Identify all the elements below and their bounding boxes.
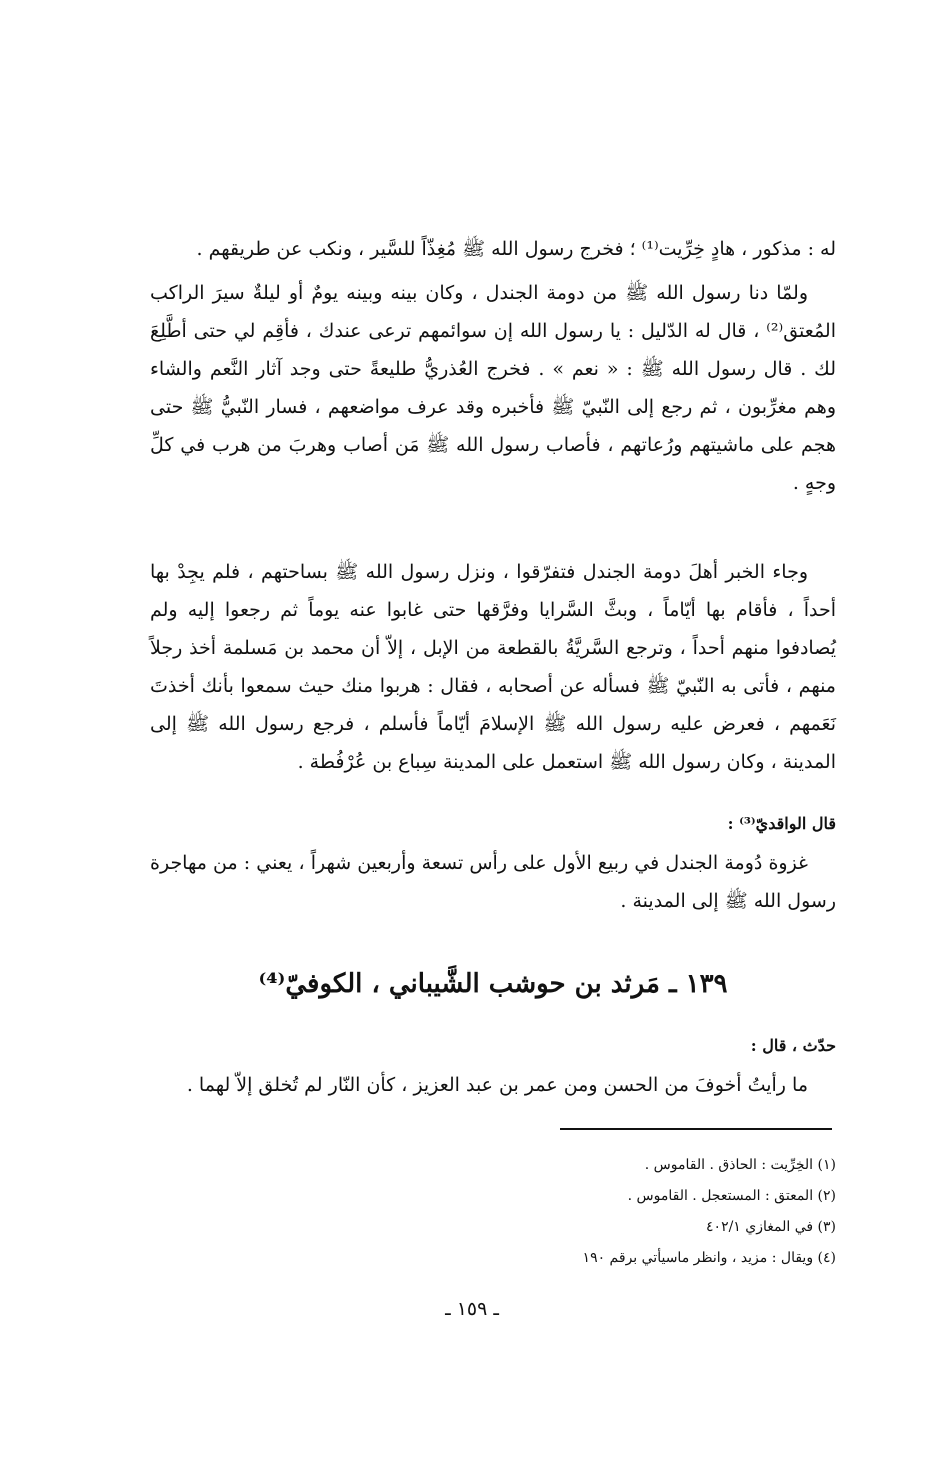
paragraph-1: له : مذكور ، هادٍ خِرِّيت⁽¹⁾ ؛ فخرج رسول الله ﷺ مُغِذّاً للسَّير ، ونكب عن طريقهم . — [196, 238, 836, 260]
footnote-3: (٣) في المغازي ٤٠٢/١ — [706, 1219, 836, 1235]
speaker-line: قال الواقديّ⁽³⁾ : — [727, 814, 836, 833]
footnotes — [400, 1150, 836, 1274]
section-heading: ١٣٩ ـ مَرثد بن حوشب الشَّيباني ، الكوفيّ⁽⁴⁾ — [258, 969, 728, 999]
main-text-top — [150, 230, 836, 502]
paragraph-2: ولمّا دنا رسول الله ﷺ من دومة الجندل ، وكان بينه وبينه يومٌ أو ليلةٌ سيرَ الراكب المُعتق⁽²⁾ ، قال له الدّليل : يا رسول الله إن سوائمهم ترعى عندك ، فأقِم لي حتى أطَّلِعَ لك . قال رسول الله ﷺ : « نعم » . فخرج العُذريُّ طليعةً حتى وجد آثار النَّعم والشاء وهم مغرِّبون ، ثم رجع إلى النّبيّ ﷺ فأخبره وقد عرف مواضعهم ، فسار النّبيُّ ﷺ حتى هجم على ماشيتهم ورُعاتهم ، فأصاب رسول الله ﷺ مَن أصاب وهربَ من هرب في كلِّ وجهٍ . — [150, 282, 836, 494]
paragraph-4: غزوة دُومة الجندل في ربيع الأول على رأس تسعة وأربعين شهراً ، يعني : من مهاجرة رسول الله ﷺ إلى المدينة . — [150, 852, 836, 912]
footnote-2: (٢) المعتق : المستعجل . القاموس . — [627, 1188, 836, 1204]
section-body — [150, 1034, 836, 1104]
section-quote: ما رأيتُ أخوفَ من الحسن ومن عمر بن عبد العزيز ، كأن النّار لم تُخلق إلاّ لهما . — [186, 1074, 808, 1096]
section-speaker: حدّث ، قال : — [750, 1036, 836, 1055]
waqidi-section — [150, 812, 836, 920]
paragraph-3: وجاء الخبر أهلَ دومة الجندل فتفرّقوا ، ونزل رسول الله ﷺ بساحتهم ، فلم يجِدْ بها أحداً ، فأقام بها أيّاماً ، وبثَّ السَّرايا وفرَّقها حتى غابوا عنه يوماً ثم رجعوا إليه ولم يُصادفوا منهم أحداً ، وترجع السَّريَّةُ بالقطعة من الإبل ، إلاّ أن محمد بن مَسلمة أخذ رجلاً منهم ، فأتى به النّبيّ ﷺ فسأله عن أصحابه ، فقال : هربوا منك حيث سمعوا بأنك أخذتَ نَعَمهم ، فعرض عليه رسول الله ﷺ الإسلامَ أيّاماً فأسلم ، فرجع رسول الله ﷺ إلى المدينة ، وكان رسول الله ﷺ استعمل على المدينة سِباع بن عُرْفُطة . — [150, 561, 836, 773]
page-number: ـ ١٥٩ ـ — [445, 1298, 499, 1320]
footnote-1: (١) الخِرِّيت : الحاذق . القاموس . — [644, 1157, 836, 1173]
footnote-divider — [560, 1128, 832, 1130]
footnote-4: (٤) ويقال : مزيد ، وانظر ماسيأتي برقم ١٩٠ — [582, 1250, 836, 1266]
main-text-middle — [150, 553, 836, 781]
